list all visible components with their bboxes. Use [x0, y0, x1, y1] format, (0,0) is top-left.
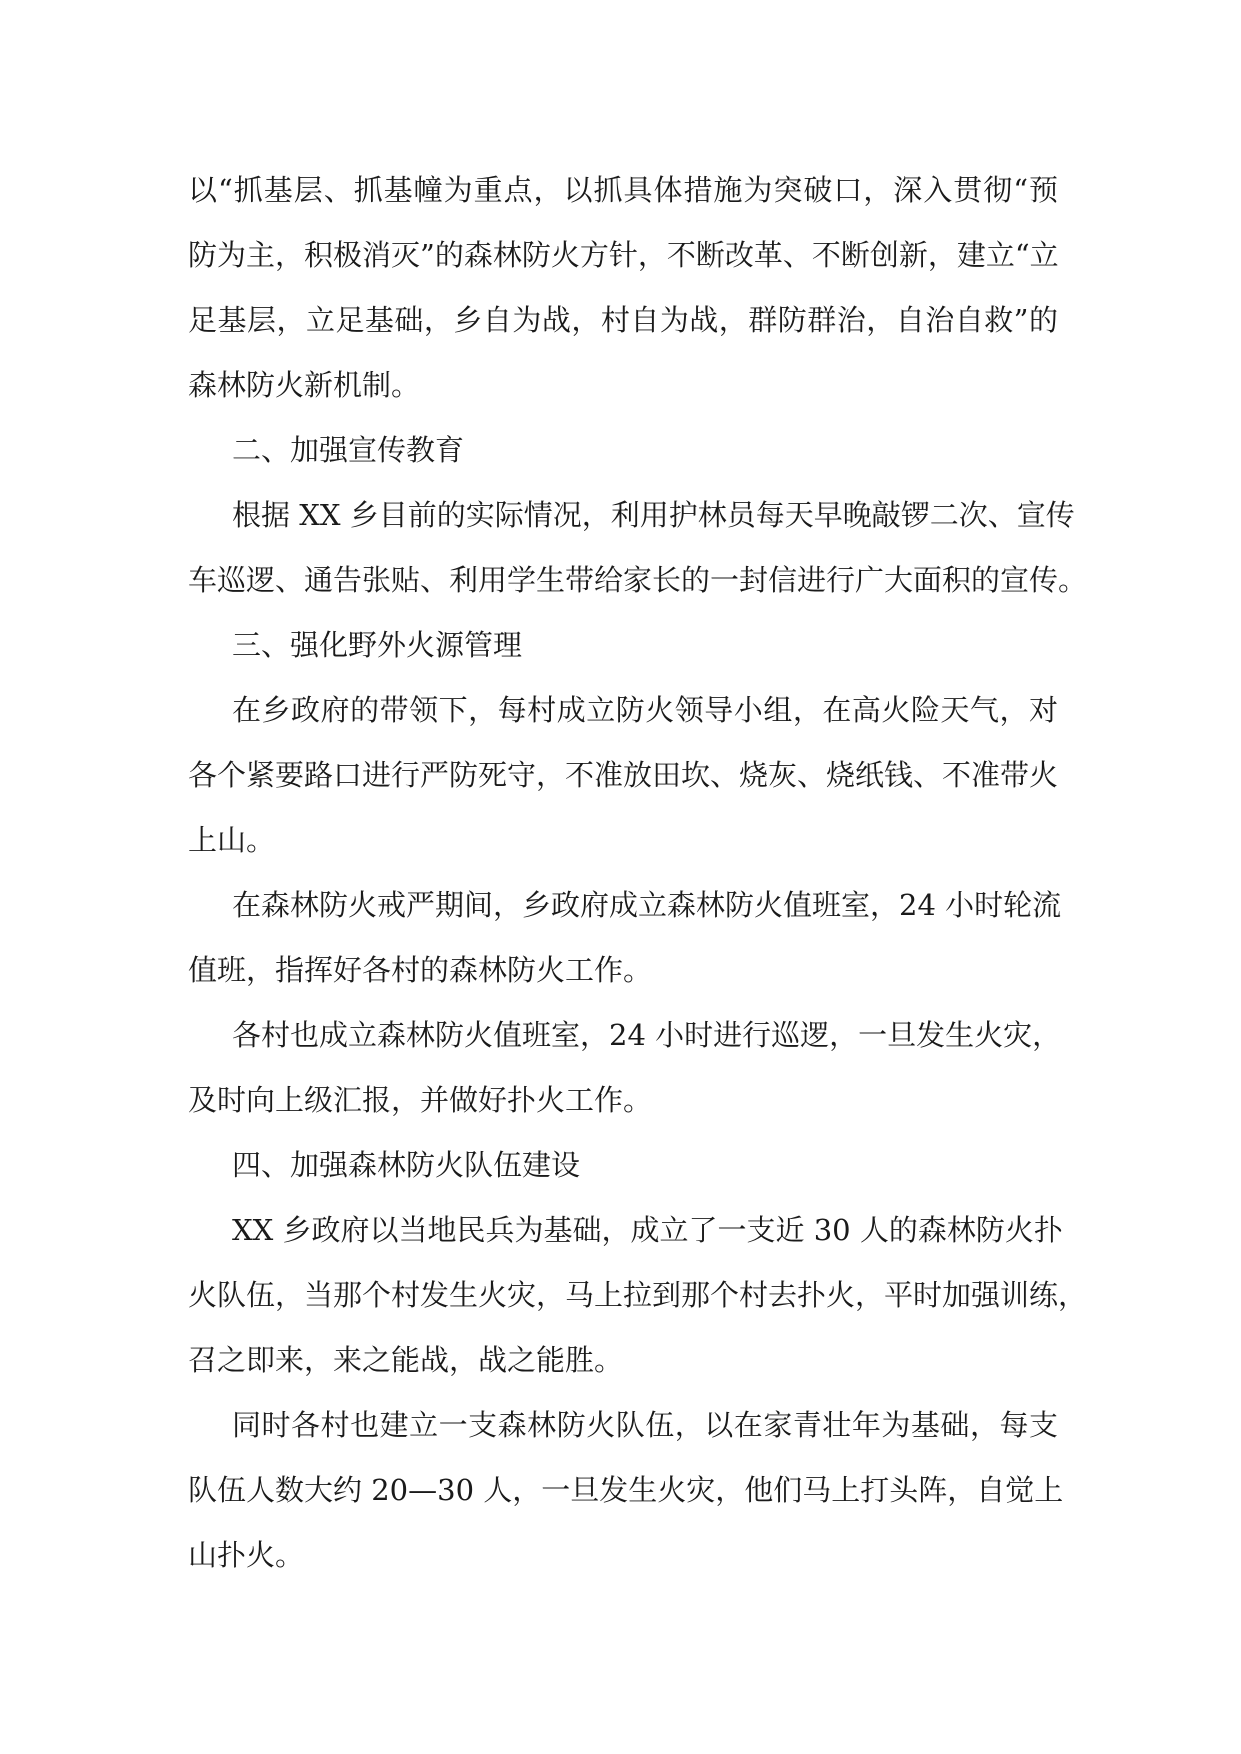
document-body: [188, 158, 1088, 1588]
text-line: 山扑火。: [188, 1538, 305, 1572]
text-line: 四、加强森林防火队伍建设: [232, 1148, 581, 1182]
text-line: 队伍人数大约 20—30 人，一旦发生火灾，他们马上打头阵，自觉上: [188, 1473, 1064, 1507]
text-line: 各个紧要路口进行严防死守，不准放田坎、烧灰、烧纸钱、不准带火: [188, 758, 1059, 792]
text-line: 在乡政府的带领下，每村成立防火领导小组，在高火险天气，对: [232, 693, 1058, 727]
text-line: 车巡逻、通告张贴、利用学生带给家长的一封信进行广大面积的宣传。: [188, 563, 1088, 597]
text-line: 召之即来，来之能战，战之能胜。: [188, 1343, 624, 1377]
text-line: 三、强化野外火源管理: [232, 628, 523, 662]
text-line: 防为主，积极消灭”的森林防火方针，不断改革、不断创新，建立“立: [188, 238, 1059, 272]
text-line: 在森林防火戒严期间，乡政府成立森林防火值班室，24 小时轮流: [232, 888, 1062, 922]
text-line: 上山。: [188, 823, 276, 857]
text-line: 各村也成立森林防火值班室，24 小时进行巡逻，一旦发生火灾，: [232, 1018, 1062, 1052]
text-line: XX 乡政府以当地民兵为基础，成立了一支近 30 人的森林防火扑: [232, 1213, 1063, 1247]
text-line: 以“抓基层、抓基幢为重点，以抓具体措施为突破口，深入贯彻“预: [188, 173, 1058, 207]
text-line: 火队伍，当那个村发生火灾，马上拉到那个村去扑火，平时加强训练，: [188, 1278, 1088, 1312]
text-line: 及时向上级汇报，并做好扑火工作。: [188, 1083, 653, 1117]
text-line: 根据 XX 乡目前的实际情况，利用护林员每天早晚敲锣二次、宣传: [232, 498, 1075, 532]
text-line: 足基层，立足基础，乡自为战，村自为战，群防群治，自治自救”的: [188, 303, 1058, 337]
text-line: 二、加强宣传教育: [232, 433, 465, 467]
text-line: 森林防火新机制。: [188, 368, 421, 402]
text-line: 值班，指挥好各村的森林防火工作。: [188, 953, 653, 987]
text-line: 同时各村也建立一支森林防火队伍，以在家青壮年为基础，每支: [232, 1408, 1058, 1442]
